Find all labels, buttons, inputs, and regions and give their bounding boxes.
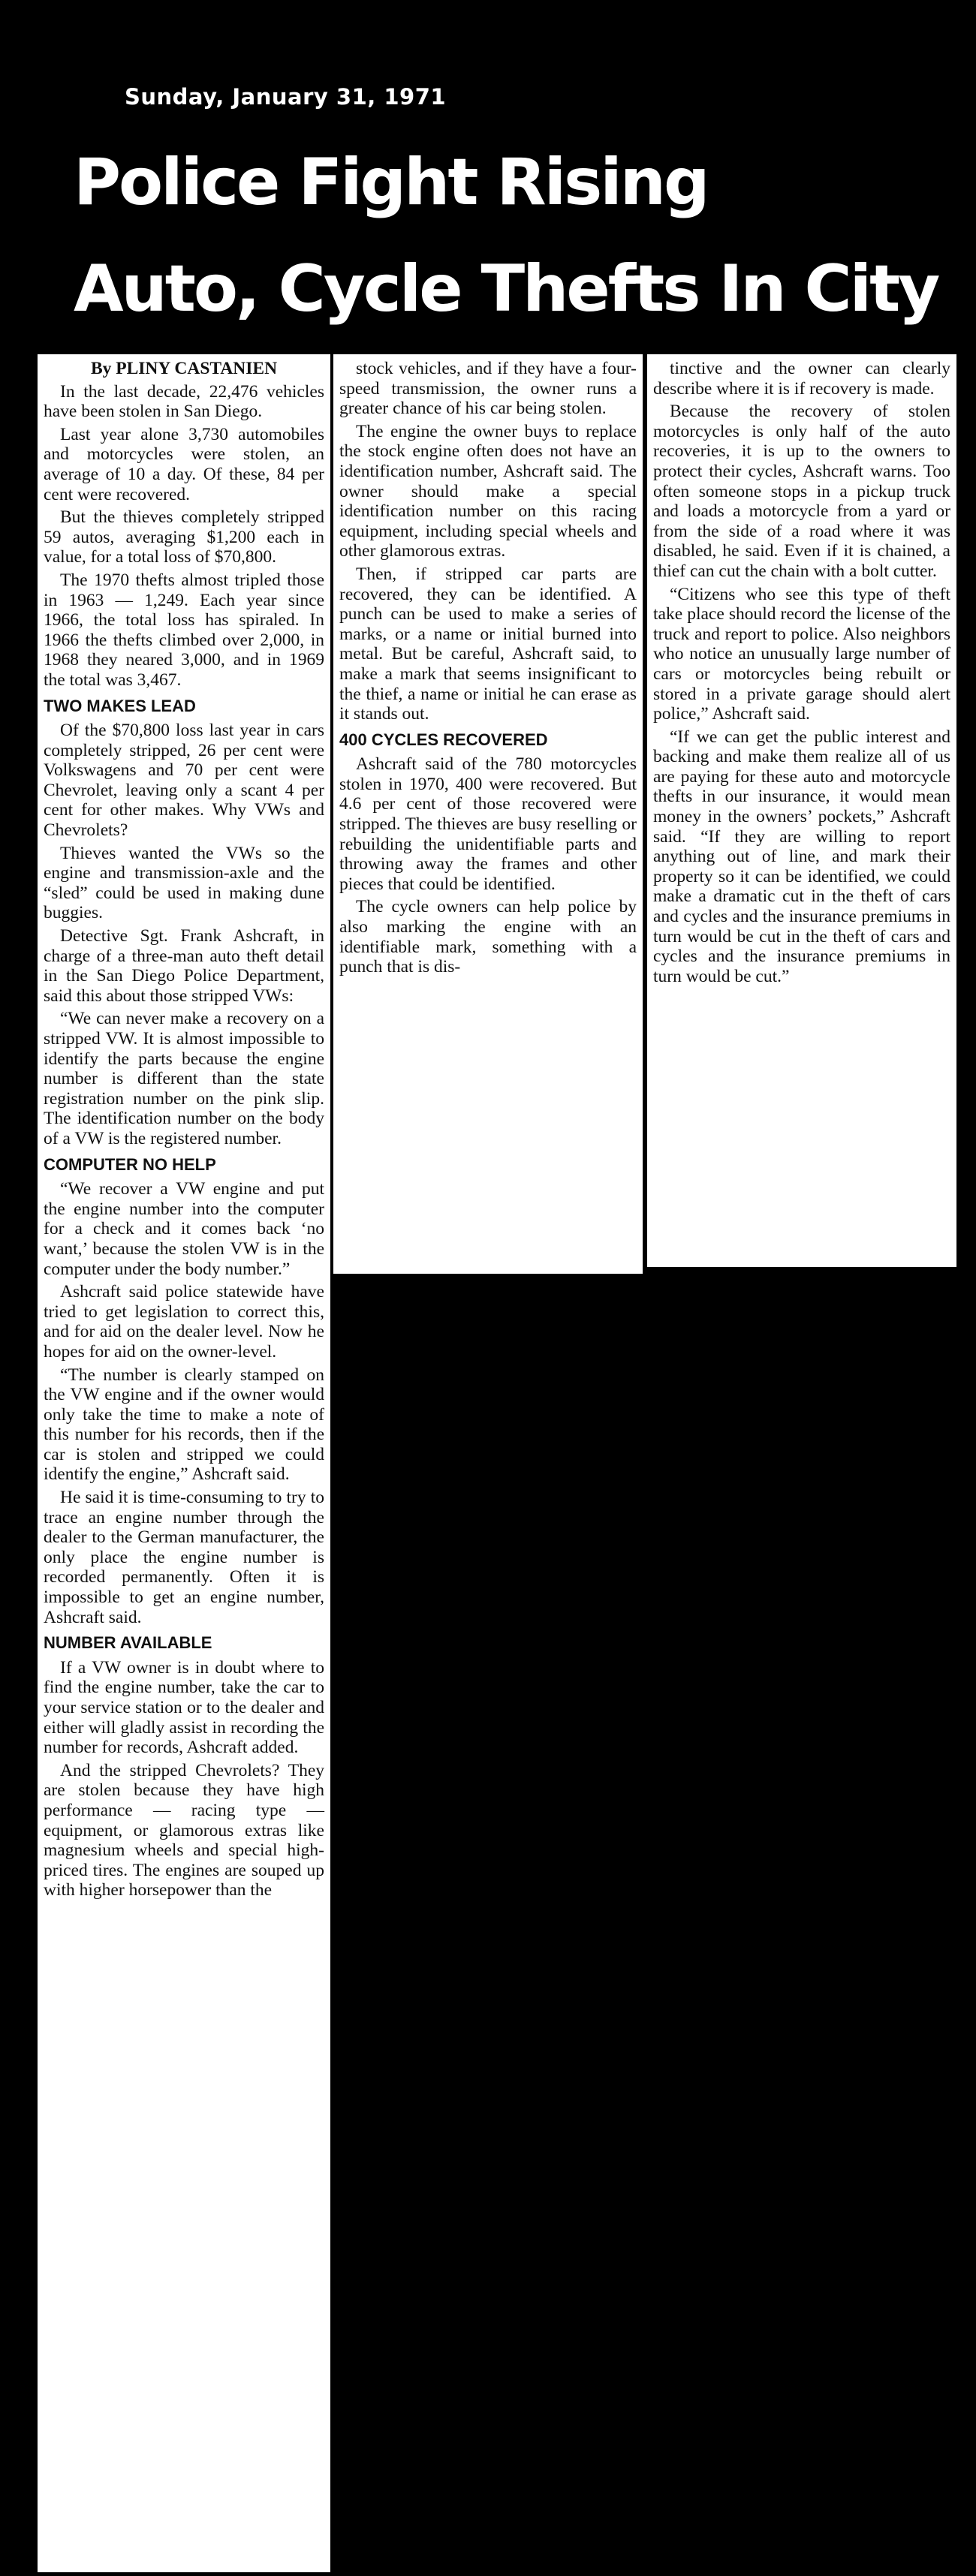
paragraph: The cycle owners can help police by also marking the engine with an identifiable mark, something with a punch that is dis- — [339, 897, 637, 977]
paragraph: Detective Sgt. Frank Ashcraft, in charge of a three-man auto theft detail in the San Diego Police Department, said this about those stripped VWs: — [44, 926, 324, 1006]
paragraph: The engine the owner buys to replace the stock engine often does not have an identification number, Ashcraft said. The owner should make a special identification number on this racing equipment, including special wheels and other glamorous extras. — [339, 421, 637, 561]
article-column-2 — [333, 354, 643, 1274]
paragraph: tinctive and the owner can clearly describe where it is if recovery is made. — [653, 359, 950, 399]
paragraph: If a VW owner is in doubt where to find the engine number, take the car to your service station or to the dealer and either will gladly assist in recording the number for records, Ashcraft added. — [44, 1657, 324, 1758]
subhead-computer-no-help: COMPUTER NO HELP — [44, 1154, 216, 1174]
headline-line-1: Police Fight Rising — [74, 145, 708, 220]
paragraph: Of the $70,800 loss last year in cars completely stripped, 26 per cent were Volkswagens and 70 per cent were Chevrolet, leaving only a scant 4 per cent for other makes. Why VWs and Chevrolets? — [44, 721, 324, 841]
paragraph: “We recover a VW engine and put the engine number into the computer for a check and it comes back ‘no want,’ because the stolen VW is in the computer under the body number.” — [44, 1179, 324, 1279]
paragraph: “If we can get the public interest and backing and make them realize all of us are paying for these auto and motorcycle thefts in our insurance, it would mean money in the owners’ pockets,” Ashcraft said. “If they are willing to report anything out of line, and mark their property so it can be identified, we could make a dramatic cut in the theft of cars and cycles and the insurance premiums in turn would be cut in the theft of cars and cycles and the insurance premiums in turn would be cut.” — [653, 727, 950, 986]
paragraph: Thieves wanted the VWs so the engine and transmission-axle and the “sled” could be used in making dune buggies. — [44, 843, 324, 923]
subhead-two-makes-lead: TWO MAKES LEAD — [44, 696, 196, 715]
paragraph: The 1970 thefts almost tripled those in 1963 — 1,249. Each year since 1966, the total loss has spiraled. In 1966 the thefts climbed over 2,000, in 1968 they neared 3,000, and in 1969 the total was 3,467. — [44, 570, 324, 690]
dateline: Sunday, January 31, 1971 — [125, 84, 447, 110]
article-column-3 — [647, 354, 956, 1267]
paragraph: Ashcraft said police statewide have tried to get legislation to correct this, and for aid on the dealer level. Now he hopes for aid on the owner-level. — [44, 1282, 324, 1362]
paragraph: “We can never make a recovery on a stripped VW. It is almost impossible to identify the parts because the engine number is different than the state registration number on the pink slip. The identification number on the body of a VW is the registered number. — [44, 1009, 324, 1148]
paragraph: Then, if stripped car parts are recovered, they can be identified. A punch can be used to make a series of marks, or a name or initial burned into metal. But be careful, Ashcraft said, to make a mark that seems insignificant to the thief, a name or initial he can erase as it stands out. — [339, 564, 637, 724]
subhead-cycles-recovered: 400 CYCLES RECOVERED — [339, 730, 548, 749]
byline: By PLINY CASTANIEN — [90, 359, 278, 378]
headline-line-2: Auto, Cycle Thefts In City — [74, 251, 938, 327]
subhead-number-available: NUMBER AVAILABLE — [44, 1633, 212, 1653]
paragraph: But the thieves completely stripped 59 autos, averaging $1,200 each in value, for a total loss of $70,800. — [44, 507, 324, 567]
paragraph: Ashcraft said of the 780 motorcycles stolen in 1970, 400 were recovered. But 4.6 per cent of those recovered were stripped. The thieves are busy reselling or rebuilding the unidentifiable parts and throwing away the frames and other pieces that could be identified. — [339, 754, 637, 894]
paragraph: In the last decade, 22,476 vehicles have been stolen in San Diego. — [44, 381, 324, 422]
paragraph: Because the recovery of stolen motorcycles is only half of the auto recoveries, it is up to the owners to protect their cycles, Ashcraft warns. Too often someone stops in a pickup truck and loads a motorcycle from a yard or from the side of a road where it was disabled, he said. Even if it is chained, a thief can cut the chain with a bolt cutter. — [653, 402, 950, 581]
paragraph: And the stripped Chevrolets? They are stolen because they have high performance — racing type — equipment, or glamorous extras like magnesium wheels and special high-priced tires. The engines are souped up with higher horsepower than the — [44, 1760, 324, 1900]
paragraph: He said it is time-consuming to try to trace an engine number through the dealer to the German manufacturer, the only place the engine number is recorded permanently. Often it is impossible to get an engine number, Ashcraft said. — [44, 1488, 324, 1627]
paragraph: “Citizens who see this type of theft take place should record the license of the truck and report to police. Also neighbors who notice an unusually large number of cars or motorcycles being rebuilt or stored in a private garage should alert police,” Ashcraft said. — [653, 584, 950, 724]
article-column-1 — [38, 354, 330, 2572]
paragraph: stock vehicles, and if they have a four-speed transmission, the owner runs a greater chance of his car being stolen. — [339, 359, 637, 419]
paragraph: “The number is clearly stamped on the VW engine and if the owner would only take the time to make a note of this number for his records, then if the car is stolen and stripped we could identify the engine,” Ashcraft said. — [44, 1365, 324, 1485]
paragraph: Last year alone 3,730 automobiles and motorcycles were stolen, an average of 10 a day. Of these, 84 per cent were recovered. — [44, 424, 324, 504]
